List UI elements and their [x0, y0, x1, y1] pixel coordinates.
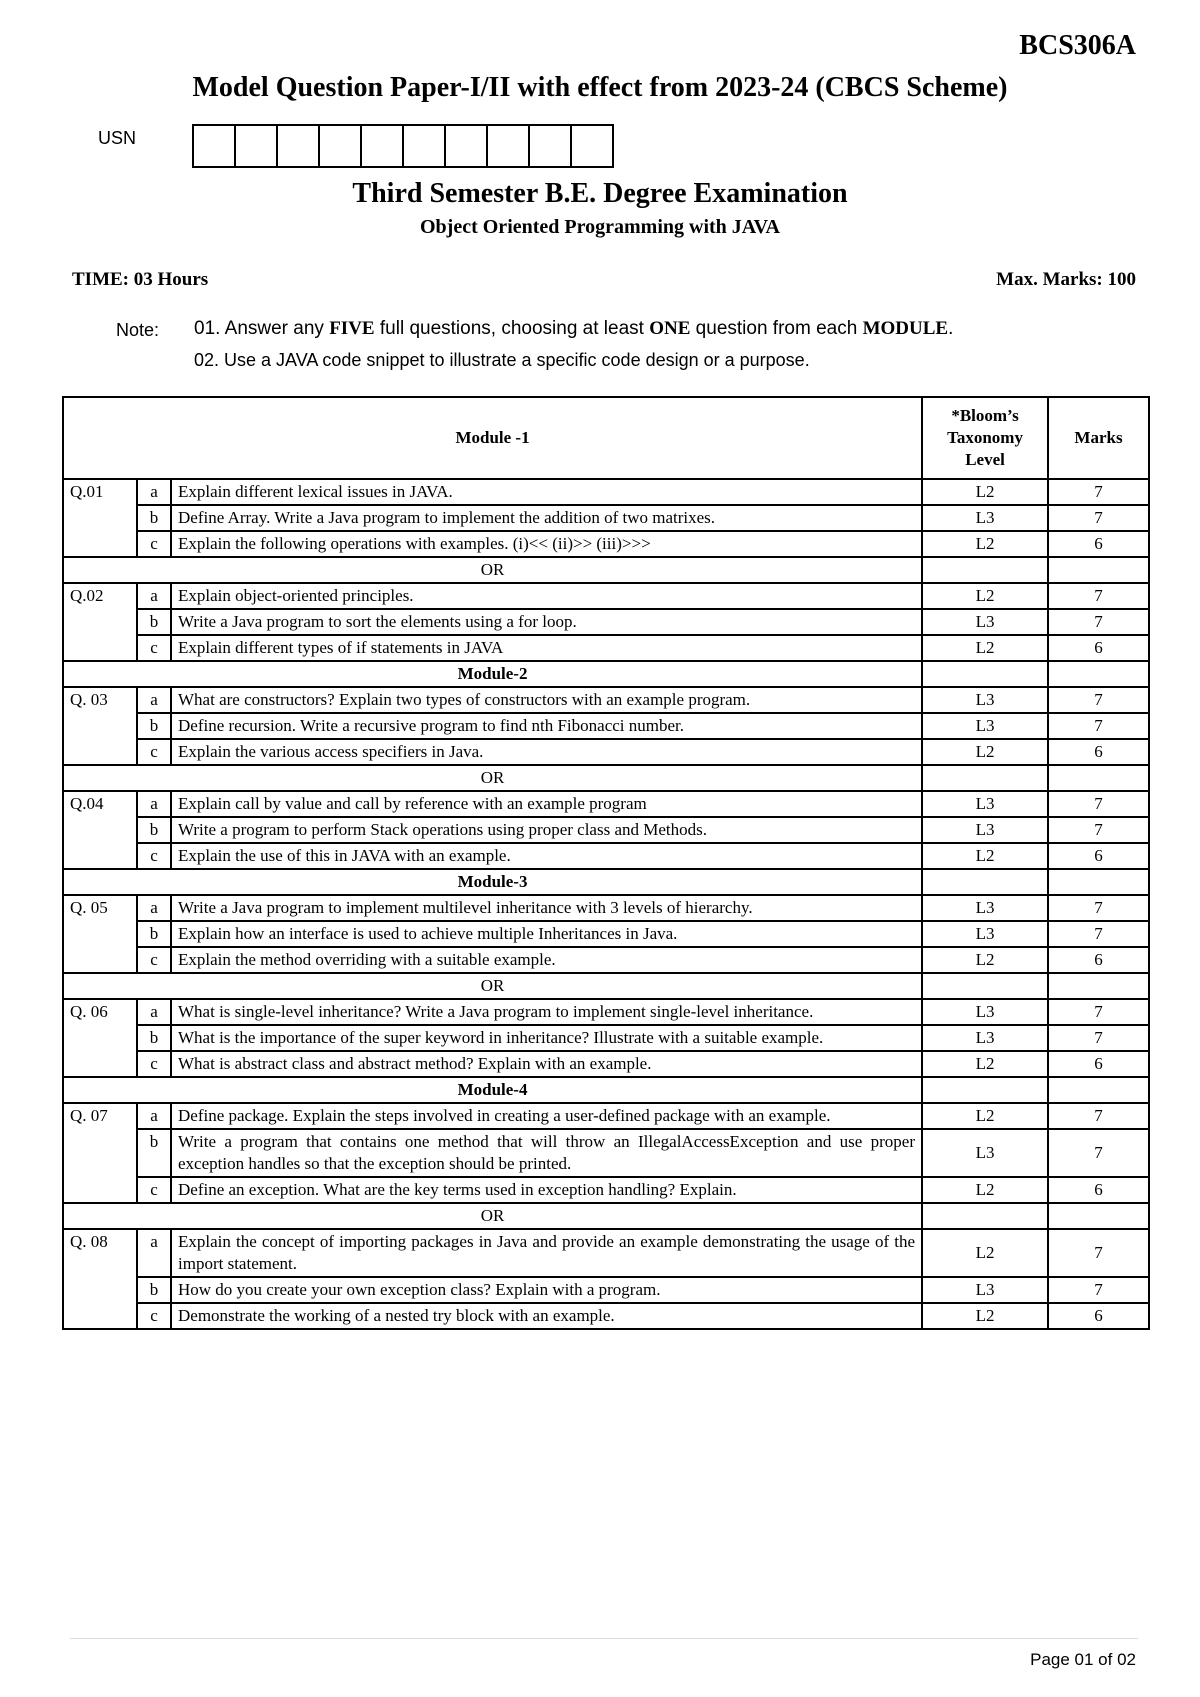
- question-text: Explain the concept of importing packages in Java and provide an example demonstrating the usage of the import statement.: [171, 1229, 922, 1277]
- blooms-level: L3: [922, 817, 1048, 843]
- question-number: Q. 07: [63, 1103, 137, 1203]
- sub-question-letter: a: [137, 1103, 171, 1129]
- blooms-level: L2: [922, 531, 1048, 557]
- marks-value: 7: [1048, 1129, 1149, 1177]
- marks-value: 6: [1048, 531, 1149, 557]
- marks-value: 7: [1048, 713, 1149, 739]
- question-row: [63, 1177, 1149, 1203]
- sub-question-letter: b: [137, 609, 171, 635]
- question-row: [63, 1277, 1149, 1303]
- or-separator-row: [63, 557, 1149, 583]
- marks-value: 6: [1048, 635, 1149, 661]
- module-heading: Module-2: [63, 661, 922, 687]
- question-row: [63, 687, 1149, 713]
- sub-question-letter: c: [137, 531, 171, 557]
- module-heading-row: [63, 661, 1149, 687]
- sub-question-letter: a: [137, 1229, 171, 1277]
- marks-value: 6: [1048, 947, 1149, 973]
- sub-question-letter: b: [137, 1025, 171, 1051]
- marks-value: 6: [1048, 739, 1149, 765]
- question-row: [63, 713, 1149, 739]
- question-text: What are constructors? Explain two types of constructors with an example program.: [171, 687, 922, 713]
- module-heading-row: [63, 869, 1149, 895]
- question-text: Demonstrate the working of a nested try block with an example.: [171, 1303, 922, 1329]
- question-row: [63, 947, 1149, 973]
- table-header-row: [63, 397, 1149, 479]
- usn-digit-box[interactable]: [236, 124, 278, 168]
- sub-question-letter: a: [137, 791, 171, 817]
- usn-digit-box[interactable]: [320, 124, 362, 168]
- question-row: [63, 505, 1149, 531]
- empty-marks-cell: [1048, 1203, 1149, 1229]
- question-text: Explain different types of if statements in JAVA: [171, 635, 922, 661]
- blooms-level: L3: [922, 999, 1048, 1025]
- note-bold-module: MODULE: [862, 318, 949, 339]
- note-line-1: [194, 318, 953, 340]
- question-text: Define an exception. What are the key terms used in exception handling? Explain.: [171, 1177, 922, 1203]
- sub-question-letter: c: [137, 843, 171, 869]
- marks-value: 7: [1048, 687, 1149, 713]
- marks-value: 7: [1048, 505, 1149, 531]
- time-label: TIME: 03 Hours: [72, 269, 209, 290]
- note-line-1-mid1: full questions, choosing at least: [374, 318, 650, 339]
- blooms-level: L2: [922, 1303, 1048, 1329]
- blooms-level: L3: [922, 791, 1048, 817]
- question-row: [63, 1051, 1149, 1077]
- sub-question-letter: a: [137, 583, 171, 609]
- blooms-level: L2: [922, 479, 1048, 505]
- question-row: [63, 1025, 1149, 1051]
- sub-question-letter: a: [137, 687, 171, 713]
- marks-value: 7: [1048, 1229, 1149, 1277]
- question-text: Explain different lexical issues in JAVA.: [171, 479, 922, 505]
- question-text: Explain call by value and call by reference with an example program: [171, 791, 922, 817]
- marks-value: 6: [1048, 1303, 1149, 1329]
- usn-digit-box[interactable]: [488, 124, 530, 168]
- question-text: Explain object-oriented principles.: [171, 583, 922, 609]
- empty-marks-cell: [1048, 869, 1149, 895]
- marks-value: 7: [1048, 1025, 1149, 1051]
- empty-level-cell: [922, 1077, 1048, 1103]
- blooms-level-heading: *Bloom’s Taxonomy Level: [922, 397, 1048, 479]
- sub-question-letter: c: [137, 947, 171, 973]
- sub-question-letter: c: [137, 1303, 171, 1329]
- usn-digit-box[interactable]: [278, 124, 320, 168]
- question-text: Define recursion. Write a recursive program to find nth Fibonacci number.: [171, 713, 922, 739]
- sub-question-letter: b: [137, 1129, 171, 1177]
- question-text: Write a program that contains one method that will throw an IllegalAccessException and use proper exception handles so that the exception should be printed.: [171, 1129, 922, 1177]
- usn-digit-box[interactable]: [530, 124, 572, 168]
- usn-digit-box[interactable]: [404, 124, 446, 168]
- or-separator-row: [63, 765, 1149, 791]
- question-table: [62, 396, 1150, 1330]
- question-row: [63, 999, 1149, 1025]
- blooms-level: L2: [922, 947, 1048, 973]
- note-line-1-mid2: question from each: [690, 318, 863, 339]
- or-separator-row: [63, 973, 1149, 999]
- question-text: Define Array. Write a Java program to implement the addition of two matrixes.: [171, 505, 922, 531]
- note-label: Note:: [116, 320, 160, 340]
- question-number: Q. 03: [63, 687, 137, 765]
- blooms-level: L2: [922, 635, 1048, 661]
- blooms-level: L2: [922, 843, 1048, 869]
- blooms-level: L2: [922, 583, 1048, 609]
- note-line-1-end: .: [948, 318, 954, 339]
- empty-marks-cell: [1048, 661, 1149, 687]
- or-separator: OR: [63, 557, 922, 583]
- note-bold-five: FIVE: [329, 318, 375, 339]
- question-row: [63, 531, 1149, 557]
- blooms-level: L3: [922, 921, 1048, 947]
- blooms-level: L2: [922, 1103, 1048, 1129]
- or-separator: OR: [63, 765, 922, 791]
- marks-value: 7: [1048, 609, 1149, 635]
- empty-level-cell: [922, 661, 1048, 687]
- marks-value: 7: [1048, 999, 1149, 1025]
- question-row: [63, 1129, 1149, 1177]
- question-row: [63, 479, 1149, 505]
- question-number: Q.04: [63, 791, 137, 869]
- blooms-level: L2: [922, 1229, 1048, 1277]
- question-text: Explain the various access specifiers in Java.: [171, 739, 922, 765]
- question-number: Q.02: [63, 583, 137, 661]
- paper-title: Model Question Paper-I/II with effect from 2023-24 (CBCS Scheme): [192, 72, 1008, 103]
- marks-value: 6: [1048, 843, 1149, 869]
- note-line-2: 02. Use a JAVA code snippet to illustrate a specific code design or a purpose.: [194, 350, 810, 370]
- sub-question-letter: c: [137, 1177, 171, 1203]
- blooms-level: L3: [922, 609, 1048, 635]
- sub-question-letter: b: [137, 1277, 171, 1303]
- footer-divider: [70, 1638, 1138, 1639]
- marks-value: 7: [1048, 583, 1149, 609]
- question-row: [63, 609, 1149, 635]
- question-text: Explain the following operations with examples. (i)<< (ii)>> (iii)>>>: [171, 531, 922, 557]
- module-heading: Module-4: [63, 1077, 922, 1103]
- blooms-level: L3: [922, 1277, 1048, 1303]
- module-heading: Module-3: [63, 869, 922, 895]
- blooms-level: L3: [922, 1025, 1048, 1051]
- blooms-level: L3: [922, 713, 1048, 739]
- empty-marks-cell: [1048, 1077, 1149, 1103]
- empty-level-cell: [922, 765, 1048, 791]
- empty-marks-cell: [1048, 973, 1149, 999]
- question-row: [63, 843, 1149, 869]
- or-separator: OR: [63, 1203, 922, 1229]
- note-line-1-pre: 01. Answer any: [194, 318, 330, 339]
- question-text: Explain the method overriding with a suitable example.: [171, 947, 922, 973]
- sub-question-letter: a: [137, 895, 171, 921]
- page-number: Page 01 of 02: [1030, 1650, 1136, 1669]
- empty-level-cell: [922, 557, 1048, 583]
- note-bold-one: ONE: [649, 318, 691, 339]
- usn-digit-box[interactable]: [362, 124, 404, 168]
- sub-question-letter: b: [137, 817, 171, 843]
- marks-value: 7: [1048, 479, 1149, 505]
- question-number: Q. 06: [63, 999, 137, 1077]
- question-text: Explain how an interface is used to achieve multiple Inheritances in Java.: [171, 921, 922, 947]
- subject-title: Object Oriented Programming with JAVA: [420, 216, 780, 238]
- question-text: Write a Java program to sort the elements using a for loop.: [171, 609, 922, 635]
- question-text: What is single-level inheritance? Write a Java program to implement single-level inheritance.: [171, 999, 922, 1025]
- question-number: Q. 08: [63, 1229, 137, 1329]
- question-row: [63, 895, 1149, 921]
- question-text: How do you create your own exception class? Explain with a program.: [171, 1277, 922, 1303]
- question-text: What is abstract class and abstract method? Explain with an example.: [171, 1051, 922, 1077]
- sub-question-letter: c: [137, 635, 171, 661]
- question-text: Write a Java program to implement multilevel inheritance with 3 levels of hierarchy.: [171, 895, 922, 921]
- sub-question-letter: a: [137, 479, 171, 505]
- empty-level-cell: [922, 973, 1048, 999]
- sub-question-letter: b: [137, 505, 171, 531]
- question-row: [63, 817, 1149, 843]
- max-marks-label: Max. Marks: 100: [996, 269, 1136, 290]
- question-text: Define package. Explain the steps involved in creating a user-defined package with an example.: [171, 1103, 922, 1129]
- blooms-level: L3: [922, 505, 1048, 531]
- question-row: [63, 921, 1149, 947]
- or-separator: OR: [63, 973, 922, 999]
- usn-boxes: [192, 124, 614, 168]
- exam-title: Third Semester B.E. Degree Examination: [352, 178, 848, 209]
- question-row: [63, 791, 1149, 817]
- usn-digit-box[interactable]: [572, 124, 614, 168]
- question-number: Q. 05: [63, 895, 137, 973]
- blooms-level: L2: [922, 1051, 1048, 1077]
- question-row: [63, 739, 1149, 765]
- question-text: Explain the use of this in JAVA with an example.: [171, 843, 922, 869]
- blooms-level: L3: [922, 687, 1048, 713]
- marks-value: 6: [1048, 1177, 1149, 1203]
- module-1-heading: Module -1: [63, 397, 922, 479]
- empty-marks-cell: [1048, 557, 1149, 583]
- question-text: What is the importance of the super keyword in inheritance? Illustrate with a suitable example.: [171, 1025, 922, 1051]
- empty-level-cell: [922, 869, 1048, 895]
- sub-question-letter: a: [137, 999, 171, 1025]
- usn-digit-box[interactable]: [446, 124, 488, 168]
- question-row: [63, 1103, 1149, 1129]
- usn-label: USN: [98, 128, 137, 148]
- marks-value: 7: [1048, 817, 1149, 843]
- question-number: Q.01: [63, 479, 137, 557]
- empty-level-cell: [922, 1203, 1048, 1229]
- sub-question-letter: c: [137, 739, 171, 765]
- question-text: Write a program to perform Stack operations using proper class and Methods.: [171, 817, 922, 843]
- or-separator-row: [63, 1203, 1149, 1229]
- marks-value: 7: [1048, 895, 1149, 921]
- question-row: [63, 583, 1149, 609]
- marks-value: 7: [1048, 1103, 1149, 1129]
- module-heading-row: [63, 1077, 1149, 1103]
- sub-question-letter: b: [137, 921, 171, 947]
- marks-value: 7: [1048, 1277, 1149, 1303]
- usn-digit-box[interactable]: [194, 124, 236, 168]
- blooms-level: L2: [922, 1177, 1048, 1203]
- blooms-level: L3: [922, 895, 1048, 921]
- question-row: [63, 1303, 1149, 1329]
- empty-marks-cell: [1048, 765, 1149, 791]
- marks-value: 7: [1048, 921, 1149, 947]
- subject-code: BCS306A: [1019, 30, 1136, 61]
- marks-value: 7: [1048, 791, 1149, 817]
- sub-question-letter: c: [137, 1051, 171, 1077]
- sub-question-letter: b: [137, 713, 171, 739]
- question-row: [63, 1229, 1149, 1277]
- marks-value: 6: [1048, 1051, 1149, 1077]
- marks-heading: Marks: [1048, 397, 1149, 479]
- blooms-level: L3: [922, 1129, 1048, 1177]
- blooms-level: L2: [922, 739, 1048, 765]
- question-row: [63, 635, 1149, 661]
